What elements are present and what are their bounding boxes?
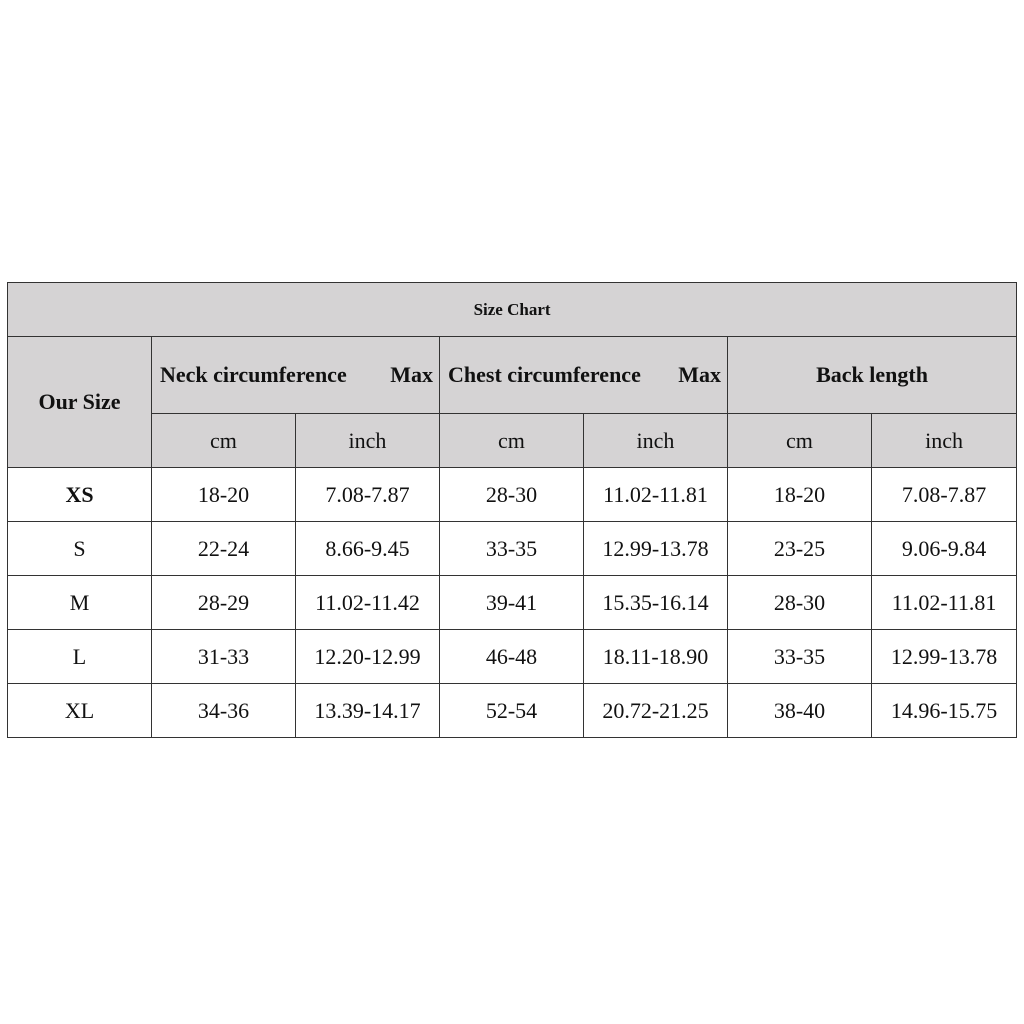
table-cell: 33-35 (728, 630, 872, 684)
table-row (8, 630, 1017, 684)
table-cell: 18.11-18.90 (584, 630, 728, 684)
unit-header: cm (152, 414, 296, 468)
table-cell: 15.35-16.14 (584, 576, 728, 630)
table-cell: 46-48 (440, 630, 584, 684)
table-cell: 13.39-14.17 (296, 684, 440, 738)
table-cell: 23-25 (728, 522, 872, 576)
back-length-header: Back length (728, 337, 1017, 414)
table-row (8, 684, 1017, 738)
table-cell: 22-24 (152, 522, 296, 576)
unit-header: cm (440, 414, 584, 468)
unit-header: cm (728, 414, 872, 468)
table-cell: 11.02-11.42 (296, 576, 440, 630)
table-cell: 31-33 (152, 630, 296, 684)
our-size-header: Our Size (8, 337, 152, 468)
table-cell: 11.02-11.81 (872, 576, 1017, 630)
size-label: L (8, 630, 152, 684)
unit-header: inch (872, 414, 1017, 468)
size-label: XL (8, 684, 152, 738)
unit-header: inch (296, 414, 440, 468)
table-cell: 20.72-21.25 (584, 684, 728, 738)
table-cell: 33-35 (440, 522, 584, 576)
chart-title: Size Chart (8, 283, 1017, 337)
table-cell: 12.99-13.78 (872, 630, 1017, 684)
table-cell: 28-30 (440, 468, 584, 522)
table-row (8, 576, 1017, 630)
unit-header: inch (584, 414, 728, 468)
chest-max-label: Max (678, 362, 721, 387)
size-label: M (8, 576, 152, 630)
unit-header-row (8, 414, 1017, 468)
table-cell: 52-54 (440, 684, 584, 738)
table-cell: 39-41 (440, 576, 584, 630)
table-cell: 8.66-9.45 (296, 522, 440, 576)
table-cell: 12.99-13.78 (584, 522, 728, 576)
size-label: S (8, 522, 152, 576)
table-cell: 14.96-15.75 (872, 684, 1017, 738)
table-cell: 38-40 (728, 684, 872, 738)
table-cell: 18-20 (728, 468, 872, 522)
table-cell: 28-29 (152, 576, 296, 630)
chest-header (440, 337, 728, 414)
neck-label: Neck circumference (160, 362, 347, 387)
table-cell: 7.08-7.87 (872, 468, 1017, 522)
table-row (8, 468, 1017, 522)
table-cell: 12.20-12.99 (296, 630, 440, 684)
group-header-row (8, 337, 1017, 414)
table-cell: 7.08-7.87 (296, 468, 440, 522)
neck-header (152, 337, 440, 414)
title-row (8, 283, 1017, 337)
size-chart-table (7, 282, 1017, 738)
neck-max-label: Max (390, 362, 433, 387)
table-cell: 28-30 (728, 576, 872, 630)
chest-label: Chest circumference (448, 362, 641, 387)
table-cell: 11.02-11.81 (584, 468, 728, 522)
size-label: XS (8, 468, 152, 522)
table-cell: 9.06-9.84 (872, 522, 1017, 576)
table-cell: 34-36 (152, 684, 296, 738)
table-row (8, 522, 1017, 576)
table-cell: 18-20 (152, 468, 296, 522)
